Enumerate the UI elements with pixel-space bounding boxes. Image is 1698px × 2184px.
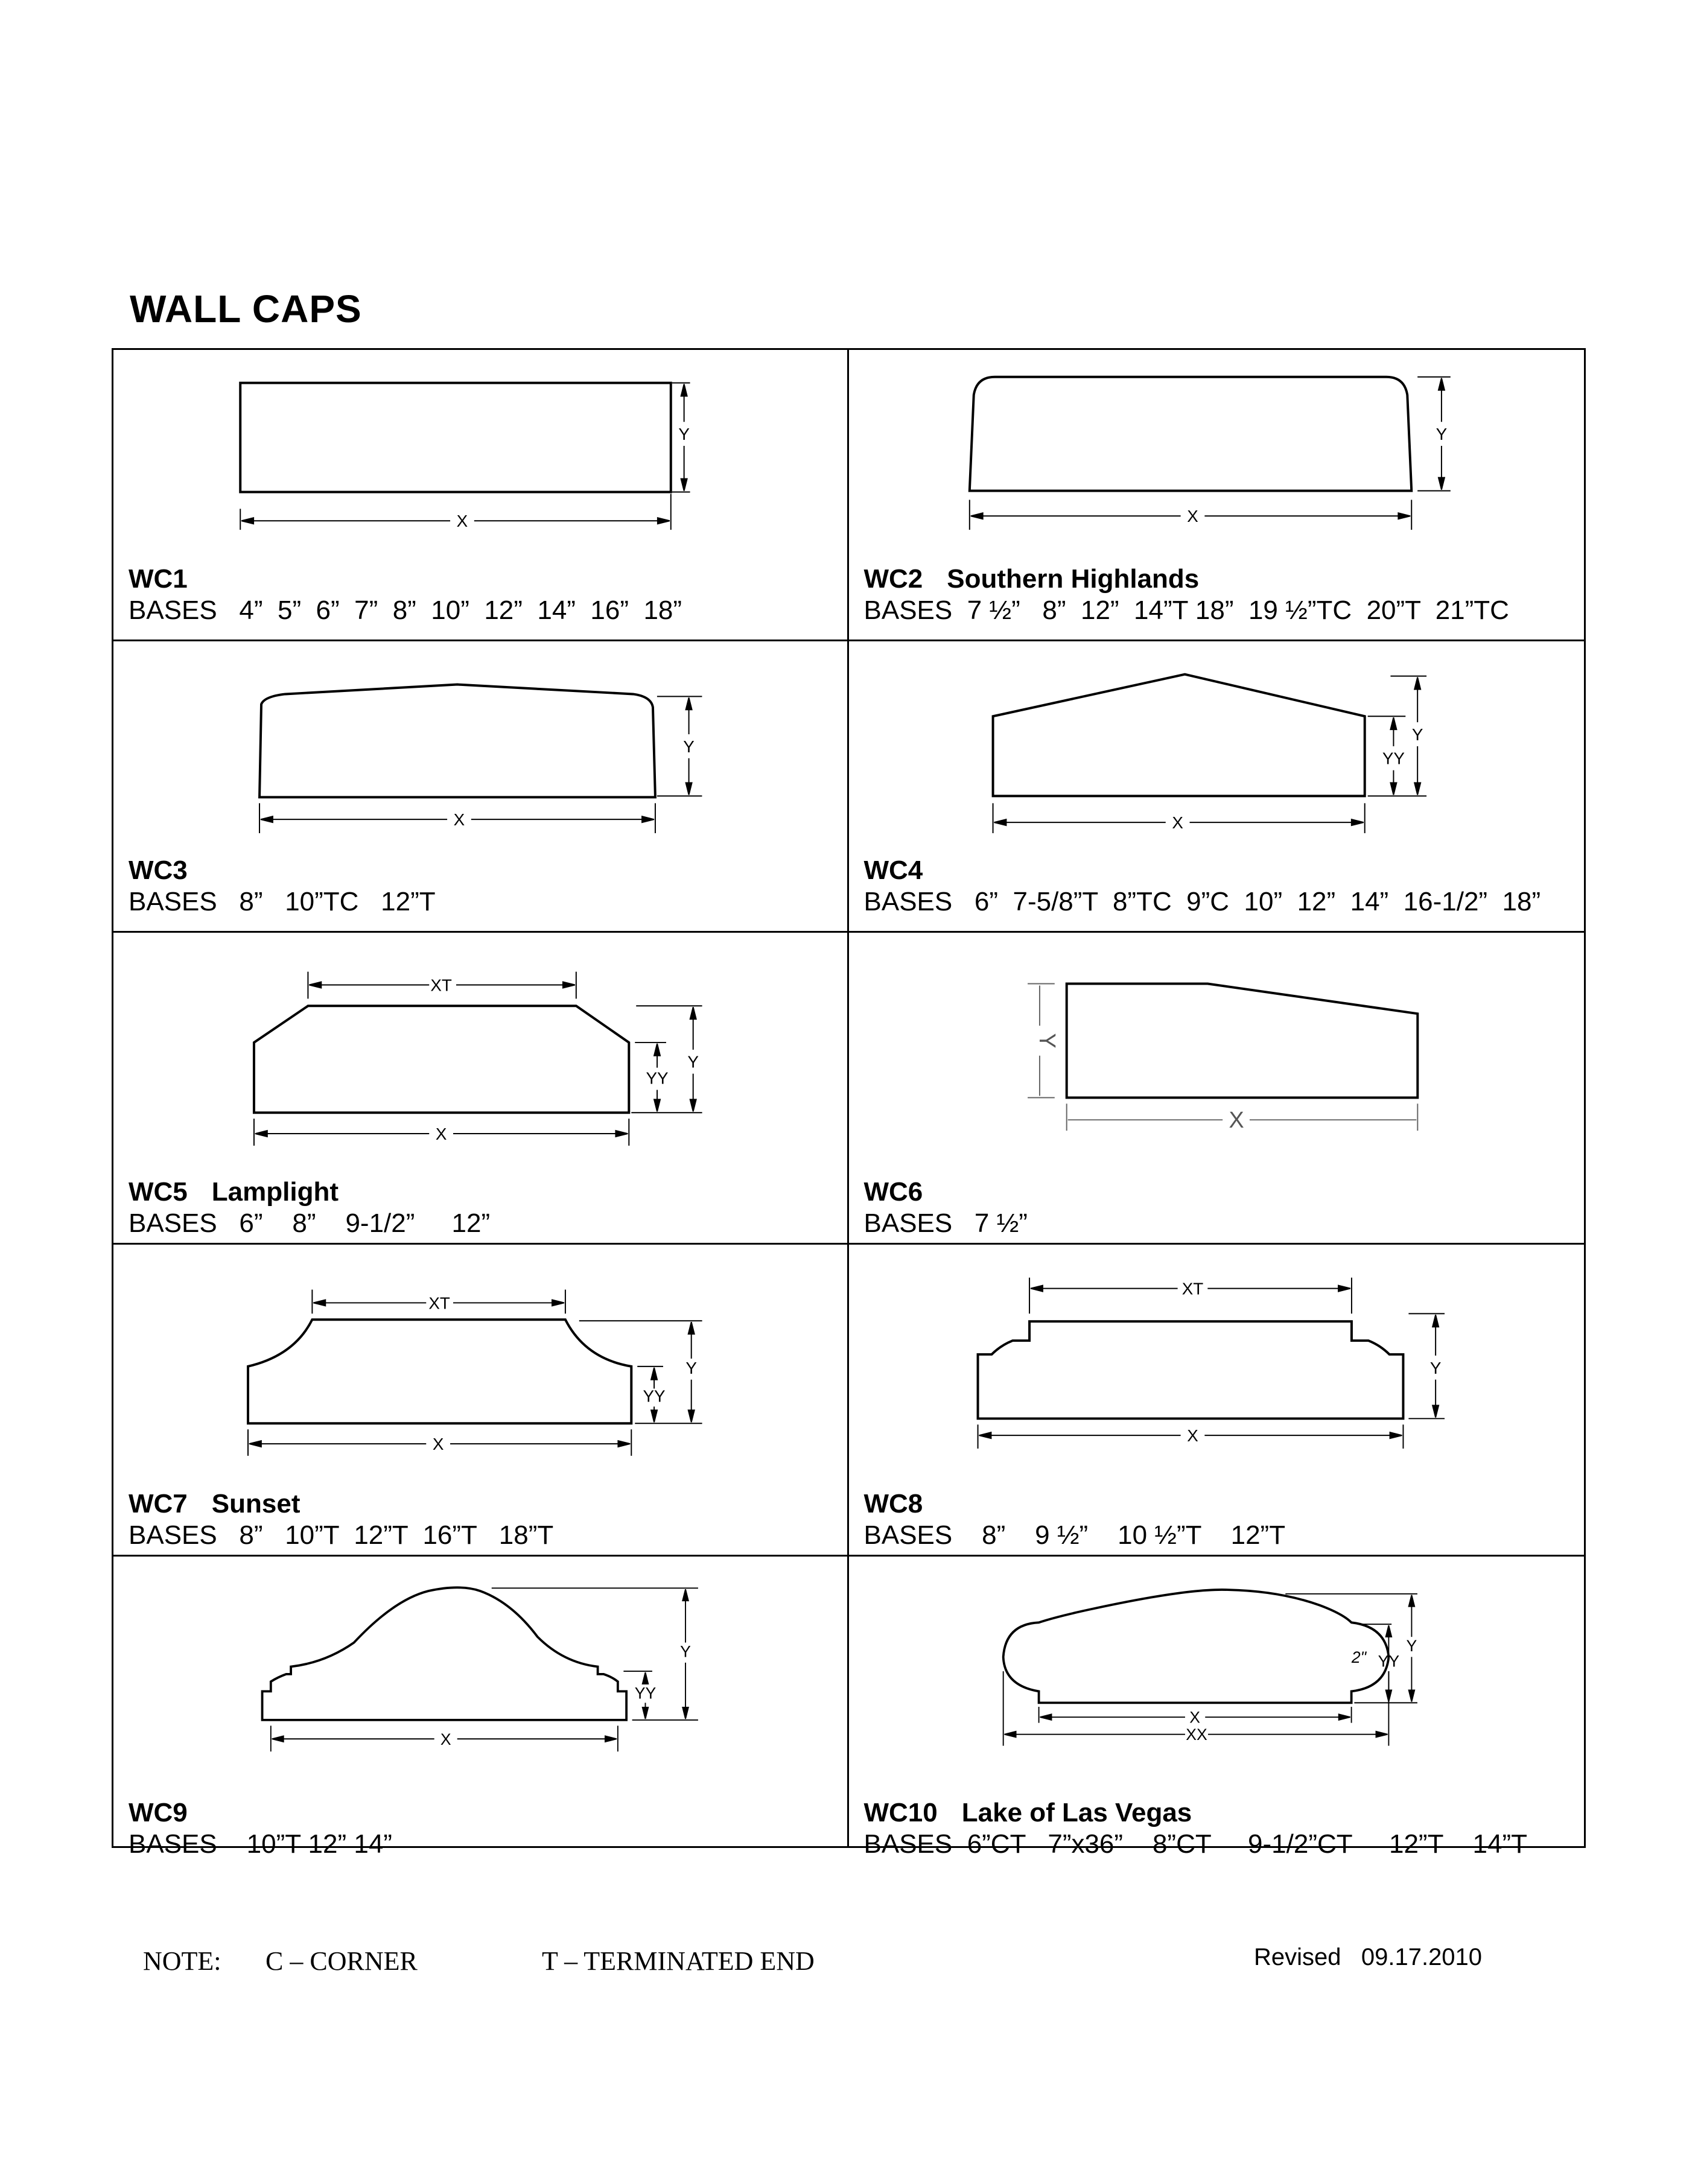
- wc10-y-label: Y: [1406, 1636, 1417, 1655]
- wc7-code: [129, 1489, 300, 1519]
- wc10-yy-label: YY: [1378, 1652, 1399, 1671]
- wall-cap-wc6: [849, 933, 1585, 1245]
- wc4-x-label: X: [1171, 813, 1183, 833]
- wc2-profile: [969, 377, 1411, 491]
- wc10-code: [864, 1798, 1192, 1828]
- wc7-y-label: Y: [685, 1358, 697, 1377]
- wc2-code: [864, 564, 1200, 594]
- wc2-code-text: WC2: [863, 564, 923, 594]
- wc2-name: Southern Highlands: [947, 564, 1200, 594]
- note-corner: C – CORNER: [266, 1946, 418, 1976]
- wc5-x-label: X: [435, 1124, 447, 1143]
- wc5-profile: [254, 1006, 629, 1113]
- wc5-yy-label: YY: [646, 1068, 669, 1088]
- wc7-name: Sunset: [211, 1489, 300, 1519]
- wall-cap-wc3: [113, 641, 849, 933]
- wall-cap-wc5: [113, 933, 849, 1245]
- wc6-x-label: X: [1228, 1108, 1244, 1134]
- wc2-y-label: Y: [1436, 425, 1447, 444]
- wc9-bases: BASES 10”T 12” 14”: [129, 1829, 392, 1859]
- wc7-x-label: X: [432, 1435, 444, 1454]
- wc5-code: [129, 1177, 339, 1207]
- wc8-x-label: X: [1186, 1426, 1198, 1446]
- wc5-name: Lamplight: [211, 1177, 339, 1207]
- wc3-bases: BASES 8” 10”TC 12”T: [129, 887, 436, 916]
- wc9-profile-drawing: [113, 1557, 847, 1846]
- wc1-profile: [240, 383, 671, 492]
- wc10-profile: [1003, 1590, 1388, 1703]
- wall-cap-wc9: [113, 1557, 849, 1859]
- wc1-code: [129, 564, 188, 594]
- wc8-bases: BASES 8” 9 ½” 10 ½”T 12”T: [863, 1520, 1286, 1550]
- wc10-bases: BASES 6”CT 7”x36” 8”CT 9-1/2”CT 12”T 14”T: [863, 1829, 1528, 1859]
- wc4-bases: BASES 6” 7-5/8”T 8”TC 9”C 10” 12” 14” 16-1/2” 18”: [863, 887, 1541, 916]
- wc8-y-label: Y: [1429, 1358, 1441, 1377]
- wc4-code: [864, 856, 923, 886]
- note-label: NOTE:: [143, 1946, 221, 1976]
- wc7-code-text: WC7: [129, 1489, 188, 1519]
- wc2-bases: BASES 7 ½” 8” 12” 14”T 18” 19 ½”TC 20”T 21”TC: [863, 595, 1509, 625]
- wc10-2in-label: 2": [1351, 1648, 1366, 1666]
- wc7-profile: [248, 1319, 631, 1423]
- wc1-x-label: X: [456, 512, 468, 531]
- wc10-xx-label: XX: [1185, 1725, 1207, 1744]
- wc8-profile-drawing: [849, 1245, 1585, 1555]
- wall-cap-wc4: [849, 641, 1585, 933]
- wc5-xt-label: XT: [430, 976, 452, 995]
- wc7-xt-label: XT: [428, 1294, 450, 1313]
- wall-cap-wc2: [849, 350, 1585, 641]
- wc8-code-text: WC8: [863, 1489, 923, 1519]
- wc10-x-label: X: [1189, 1708, 1200, 1727]
- wall-cap-wc1: [113, 350, 849, 641]
- page-title: WALL CAPS: [130, 287, 362, 331]
- wc3-x-label: X: [453, 810, 465, 830]
- wc6-profile-drawing: [849, 933, 1585, 1243]
- revised-date: Revised 09.17.2010: [1254, 1944, 1483, 1970]
- wc1-y-label: Y: [678, 425, 690, 444]
- wc9-profile: [262, 1587, 627, 1720]
- wc2-x-label: X: [1186, 507, 1198, 526]
- wall-cap-wc10: [849, 1557, 1585, 1859]
- wc9-code-text: WC9: [129, 1798, 188, 1827]
- wc10-code-text: WC10: [863, 1798, 938, 1827]
- wc6-code: [864, 1177, 923, 1207]
- wc9-y-label: Y: [680, 1642, 691, 1661]
- wall-cap-wc8: [849, 1245, 1585, 1557]
- wc9-code: [129, 1798, 188, 1828]
- wc4-yy-label: YY: [1382, 749, 1405, 768]
- wc9-x-label: X: [440, 1730, 451, 1748]
- wc4-y-label: Y: [1411, 725, 1423, 744]
- wc4-code-text: WC4: [863, 856, 923, 885]
- note-terminated-end: T – TERMINATED END: [542, 1946, 815, 1976]
- wc3-profile: [259, 685, 655, 798]
- wc1-code-text: WC1: [129, 564, 188, 594]
- wc4-profile: [993, 675, 1364, 796]
- wc7-yy-label: YY: [643, 1386, 666, 1406]
- wc6-y-label: Y: [1034, 1033, 1060, 1049]
- wc8-xt-label: XT: [1181, 1279, 1203, 1298]
- wc10-name: Lake of Las Vegas: [961, 1798, 1192, 1827]
- wc8-code: [864, 1489, 923, 1519]
- wc9-yy-label: YY: [634, 1684, 657, 1703]
- wc7-bases: BASES 8” 10”T 12”T 16”T 18”T: [129, 1520, 554, 1550]
- wc6-code-text: WC6: [863, 1177, 923, 1207]
- wc3-code: [129, 856, 188, 886]
- wc5-code-text: WC5: [129, 1177, 188, 1207]
- wc8-profile: [978, 1321, 1403, 1418]
- wc6-bases: BASES 7 ½”: [863, 1208, 1028, 1238]
- wc5-y-label: Y: [687, 1052, 699, 1071]
- wc3-code-text: WC3: [129, 856, 188, 885]
- wc3-y-label: Y: [683, 737, 695, 756]
- wall-cap-wc7: [113, 1245, 849, 1557]
- wc1-bases: BASES 4” 5” 6” 7” 8” 10” 12” 14” 16” 18”: [129, 595, 682, 625]
- wall-caps-grid: [112, 348, 1586, 1859]
- wc6-profile: [1066, 984, 1417, 1098]
- wc5-bases: BASES 6” 8” 9-1/2” 12”: [129, 1208, 491, 1238]
